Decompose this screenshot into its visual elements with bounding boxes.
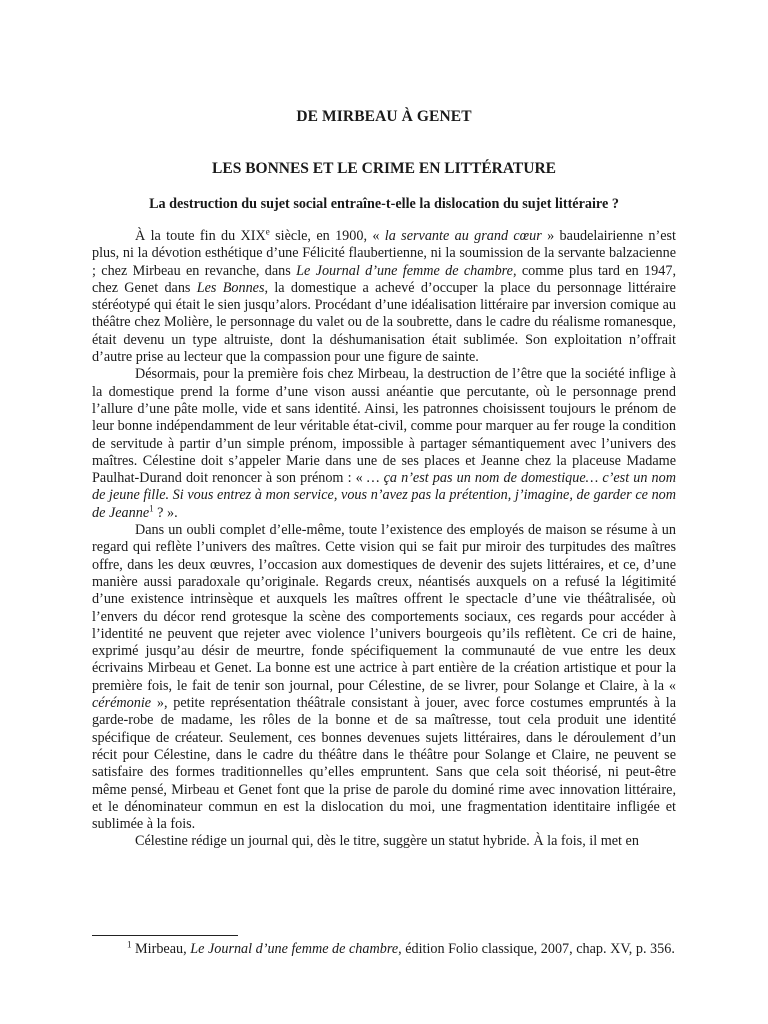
page-title: DE MIRBEAU À GENET [296, 108, 472, 125]
footnote-number: 1 [127, 939, 132, 950]
paragraph-3: Dans un oubli complet d’elle-même, toute l’existence des employés de maison se résume à un regard qui reflète l’univers des maîtres. Cette vision qui se fait pur miroir des turpitudes des maîtres offre, dans les deux œuvres, l’occasion aux domestiques de devenir des sujets littéraires, et ce, d’une manière aussi paradoxale qu’originale. Regards creux, néantisés auxquels on a refusé la légitimité d’une existence intrinsèque et auxquels les maîtres offrent le spectacle d’une vie théâtralisée, où l’envers du décor rend grotesque la scène des comportements sociaux, ces regards pour accéder à l’identité ne peuvent que rejeter avec violence l’univers bourgeois qu’ils reflètent. Ce cri de haine, exprimé jusqu’au désir de meurtre, fonde spécifiquement la communauté de vue entre les deux écrivains Mirbeau et Genet. La bonne est une actrice à part entière de la création artistique et pour la première fois, le fait de tenir son journal, pour Célestine, de se livrer, pour Solange et Claire, à la « cérémonie », petite représentation théâtrale consistant à jouer, avec force costumes empruntés à la garde-robe de madame, les rôles de la bonne et de sa maîtresse, tout cela produit une identité spécifique de créateur. Seulement, ces bonnes devenues sujets littéraires, dans le déroulement d’un récit pour Célestine, dans le cadre du théâtre dans le théâtre pour Solange et Claire, ne peuvent se satisfaire des formes traditionnelles qu’elles empruntent. Sans que cela soit théorisé, ni peut-être même pensé, Mirbeau et Genet font que la prise de parole du dominé rime avec innovation littéraire, et le dénominateur commun en est la dislocation du moi, une fragmentation identitaire infligée et sublimée à la fois. [92, 522, 676, 833]
article-body [92, 228, 676, 851]
page-subtitle: LES BONNES ET LE CRIME EN LITTÉRATURE [212, 160, 556, 177]
section-question: La destruction du sujet social entraîne-t-elle la dislocation du sujet littéraire ? [149, 196, 619, 212]
paragraph-1: À la toute fin du XIXe siècle, en 1900, « la servante au grand cœur » baudelairienne n’est plus, ni la dévotion esthétique d’une Félicité flaubertienne, ni la soumission de la servante balzacienne ; chez Mirbeau en revanche, dans Le Journal d’une femme de chambre, comme plus tard en 1947, chez Genet dans Les Bonnes, la domestique a achevé d’occuper la place du personnage littéraire stéréotypé qui était le sien jusqu’alors. Procédant d’une idéalisation littéraire par inversion comique au théâtre chez Molière, le personnage du valet ou de la soubrette, dans le cadre du réalisme romanesque, était devenu un type altruiste, dont la déshumanisation était sublimée. Son exploitation n’offrait d’autre prise au lecteur que la compassion pour une figure de sainte. [92, 226, 676, 366]
paragraph-2: Désormais, pour la première fois chez Mirbeau, la destruction de l’être que la société inflige à la domestique prend la forme d’une vison aussi anéantie que percutante, où le personnage prend l’allure d’une pâte molle, vide et sans identité. Ainsi, les patronnes choisissent toujours le prénom de leur bonne indépendamment de leur véritable état-civil, comme pour marquer au fer rouge la condition de servitude à partir d’un simple prénom, impossible à partager sémantiquement avec l’univers des maîtres. Célestine doit s’appeler Marie dans une de ses places et Jeanne chez la placeuse Madame Paulhat-Durand doit renoncer à son prénom : « … ça n’est pas un nom de domestique… c’est un nom de jeune fille. Si vous entrez à mon service, vous n’avez pas la prétention, j’imagine, de garder ce nom de Jeanne$^1$ ? ». [92, 366, 676, 521]
footnote: $^1$ Mirbeau, Le Journal d’une femme de chambre, édition Folio classique, 2007, chap. XV, p. 356. [127, 939, 675, 957]
footnote-separator [92, 935, 238, 936]
footnote-reference: 1 [149, 503, 154, 514]
paragraph-4: Célestine rédige un journal qui, dès le titre, suggère un statut hybride. À la fois, il met en [135, 833, 639, 850]
